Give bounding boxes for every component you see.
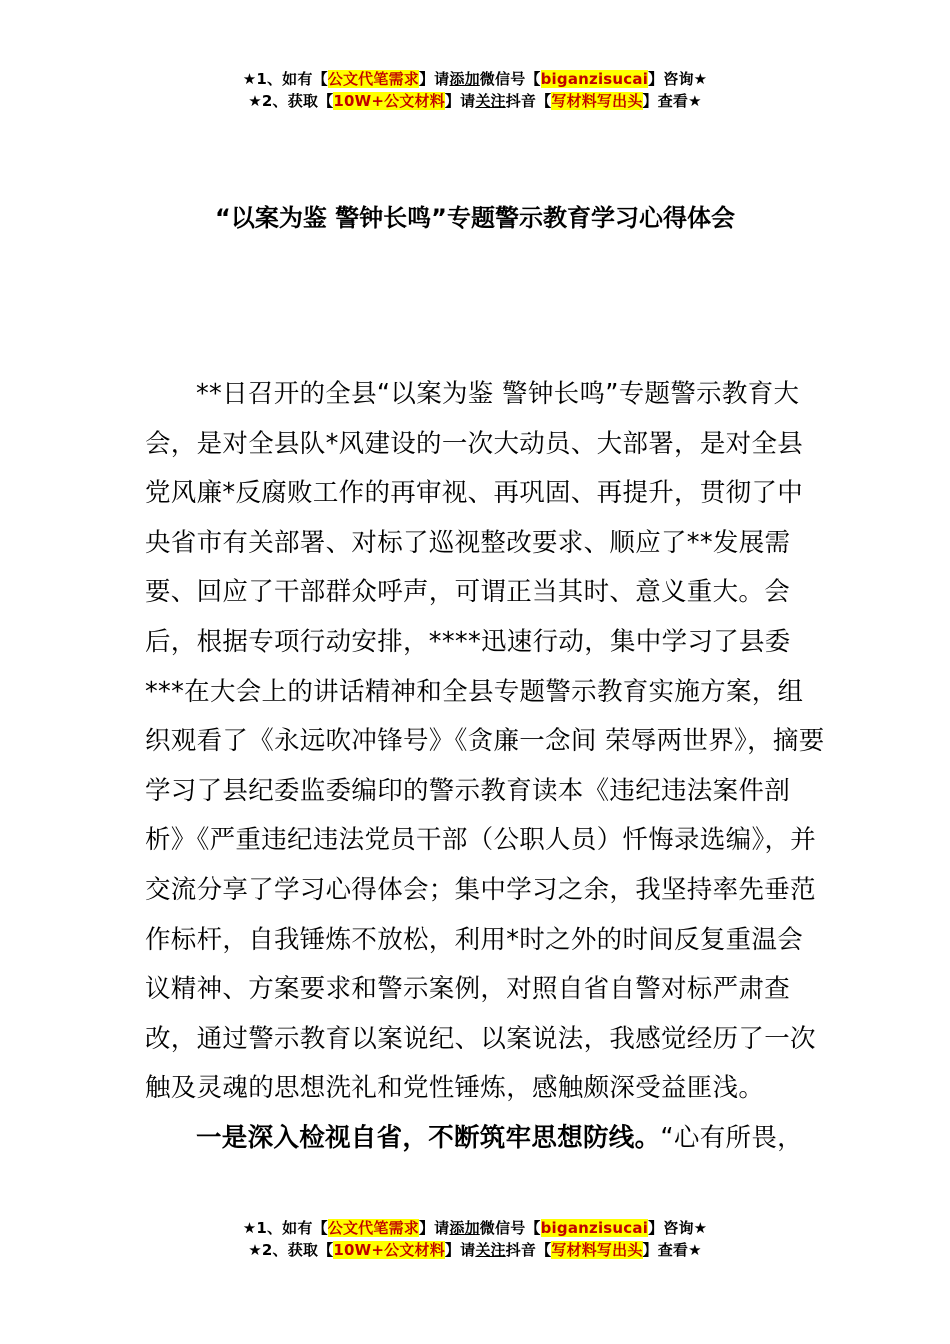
footer-banner-line-1	[0, 1217, 950, 1239]
banner-text: 】查看★	[642, 1241, 702, 1259]
banner-text: ★2、获取【	[248, 92, 334, 110]
banner-text: 】请	[418, 70, 450, 88]
footer-banner-line-2	[0, 1239, 950, 1261]
banner-text: 微信号【	[479, 70, 541, 88]
highlight-douyin-account: 写材料写出头	[551, 1241, 643, 1259]
banner-text: 抖音【	[505, 92, 552, 110]
highlight-materials: 10W+公文材料	[333, 1241, 445, 1259]
banner-text: 】请	[418, 1219, 450, 1237]
document-title: “以案为鉴 警钟长鸣”专题警示教育学习心得体会	[215, 204, 735, 232]
footer-banner	[0, 1217, 950, 1261]
banner-text: 】咨询★	[648, 70, 708, 88]
paragraph-point-one	[145, 1114, 825, 1164]
highlight-materials: 10W+公文材料	[333, 92, 445, 110]
highlight-service: 公文代笔需求	[327, 1219, 419, 1237]
paragraph-intro: **日召开的全县“以案为鉴 警钟长鸣”专题警示教育大会，是对全县队*风建设的一次大动员、大部署，是对全县党风廉*反腐败工作的再审视、再巩固、再提升，贯彻了中央省市有关部署、对标了巡视整改要求、顺应了**发展需要、回应了干部群众呼声，可谓正当其时、意义重大。会后，根据专项行动安排，****迅速行动，集中学习了县委***在大会上的讲话精神和全县专题警示教育实施方案，组织观看了《永远吹冲锋号》《贪廉一念间 荣辱两世界》，摘要学习了县纪委监委编印的警示教育读本《违纪违法案件剖析》《严重违纪违法党员干部（公职人员）忏悔录选编》，并交流分享了学习心得体会；集中学习之余，我坚持率先垂范作标杆，自我锤炼不放松，利用*时之外的时间反复重温会议精神、方案要求和警示案例，对照自省自警对标严肃查改，通过警示教育以案说纪、以案说法，我感觉经历了一次触及灵魂的思想洗礼和党性锤炼，感触颇深受益匪浅。	[145, 379, 825, 1104]
banner-underlined-text: 添加	[449, 1219, 480, 1237]
banner-text: 】咨询★	[648, 1219, 708, 1237]
point-one-heading: 一是深入检视自省，不断筑牢思想防线。	[196, 1122, 661, 1153]
banner-text: 】请	[444, 1241, 476, 1259]
header-banner-line-2	[0, 90, 950, 112]
header-banner	[0, 68, 950, 112]
banner-text: 抖音【	[505, 1241, 552, 1259]
point-one-text: “心有所畏，	[660, 1122, 803, 1153]
highlight-douyin-account: 写材料写出头	[551, 92, 643, 110]
banner-text: 微信号【	[479, 1219, 541, 1237]
highlight-wechat-id: biganzisucai	[540, 1219, 649, 1237]
banner-text: 】查看★	[642, 92, 702, 110]
banner-text: ★2、获取【	[248, 1241, 334, 1259]
document-body	[145, 370, 825, 1164]
banner-text: ★1、如有【	[242, 70, 328, 88]
banner-underlined-text: 关注	[475, 1241, 506, 1259]
banner-underlined-text: 关注	[475, 92, 506, 110]
banner-underlined-text: 添加	[449, 70, 480, 88]
highlight-wechat-id: biganzisucai	[540, 70, 649, 88]
banner-text: 】请	[444, 92, 476, 110]
banner-text: ★1、如有【	[242, 1219, 328, 1237]
header-banner-line-1	[0, 68, 950, 90]
highlight-service: 公文代笔需求	[327, 70, 419, 88]
